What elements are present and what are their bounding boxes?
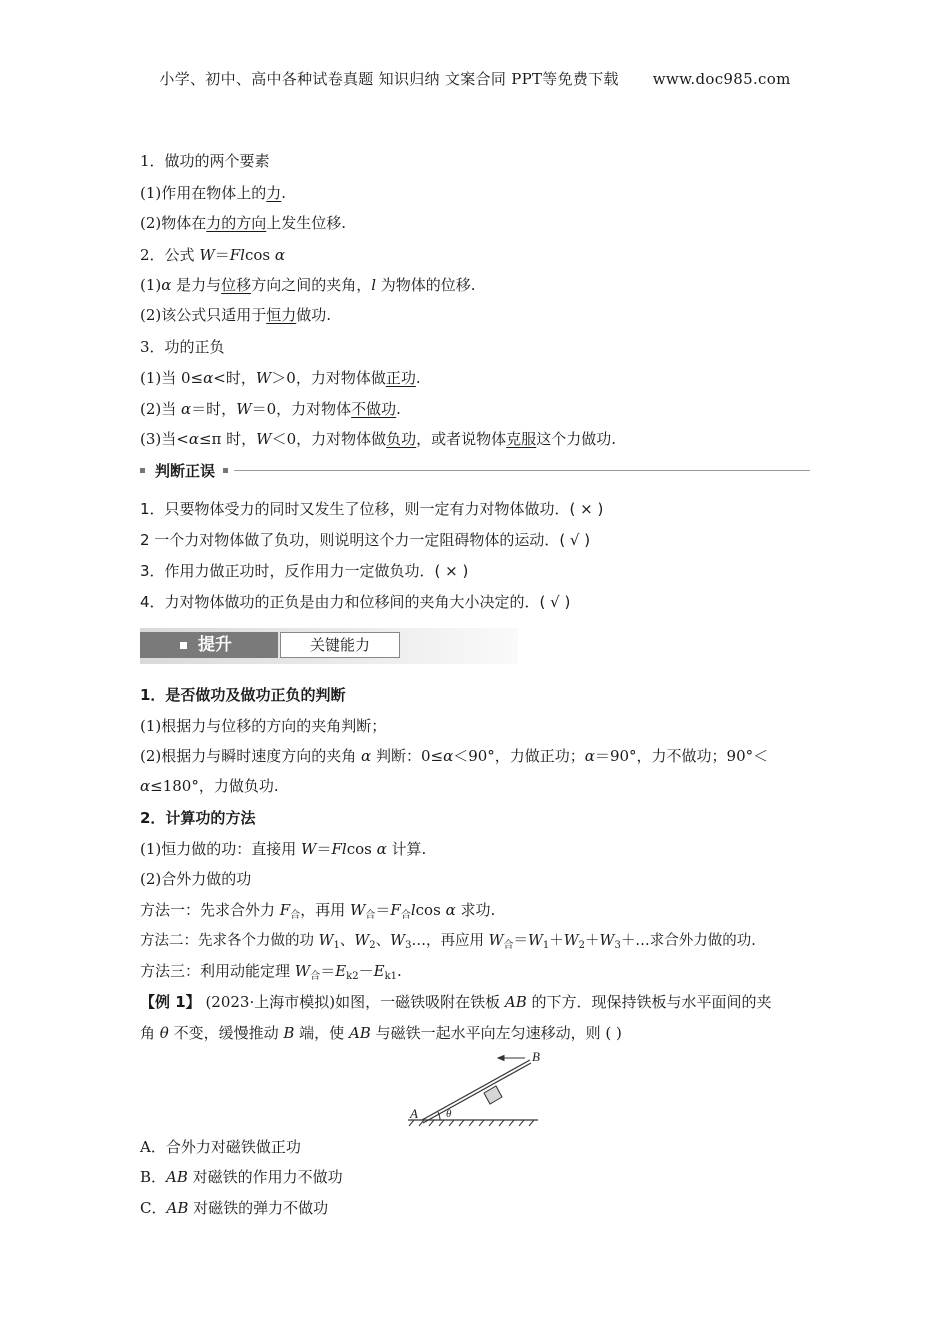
k2-m3: 方法三：利用动能定理 $W_合=E_{k2}-E_{k1}$. [140, 962, 402, 982]
label-theta: θ [446, 1108, 452, 1120]
judge-item-1: 1．只要物体受力的同时又发生了位移，则一定有力对物体做功．( × ) [140, 500, 604, 518]
judge-item-2: 2 一个力对物体做了负功，则说明这个力一定阻碍物体的运动．( √ ) [140, 531, 591, 549]
banner-square-icon [180, 642, 187, 649]
answer-blank: 负功 [386, 430, 417, 448]
k1-p3: α≤180°，力做负功. [140, 777, 279, 795]
example-tag: 【例 1】 [140, 993, 201, 1011]
s3-title: 3．功的正负 [140, 338, 225, 356]
judge-item-4: 4．力对物体做功的正负是由力和位移间的夹角大小决定的．( √ ) [140, 593, 571, 611]
s1-p2: (2)物体在力的方向上发生位移. [140, 214, 347, 232]
k1-p2: (2)根据力与瞬时速度方向的夹角 α 判断：0≤α＜90°，力做正功；α＝90°，力不做功；90°＜ [140, 747, 769, 765]
bullet-square-icon [140, 468, 145, 473]
answer-blank: 正功 [385, 369, 416, 387]
option-c: C．AB 对磁铁的弹力不做功 [140, 1199, 329, 1217]
judge-heading [140, 460, 810, 480]
option-b: B．AB 对磁铁的作用力不做功 [140, 1168, 343, 1186]
judge-item-3: 3．作用力做正功时，反作用力一定做负功．( × ) [140, 562, 469, 580]
push-arrow-icon [498, 1056, 525, 1061]
k2-title: 2．计算功的方法 [140, 809, 256, 827]
header-url[interactable]: www.doc985.com [652, 70, 791, 88]
s2-p2: (2)该公式只适用于恒力做功. [140, 306, 332, 324]
section-banner [140, 628, 518, 664]
answer-blank: 位移 [221, 276, 252, 294]
page-header [0, 68, 950, 89]
k1-p1: (1)根据力与位移的方向的夹角判断； [140, 717, 387, 735]
label-a: A [410, 1106, 418, 1121]
k2-m1: 方法一：先求合外力 $F_合$，再用 $W_合=F_合lcos$ α 求功. [140, 901, 496, 921]
example-line-2: 角 θ 不变，缓慢推动 B 端，使 AB 与磁铁一起水平向左匀速移动，则 ( ) [140, 1024, 622, 1042]
divider [234, 470, 810, 471]
answer-blank: 力的方向 [206, 214, 267, 232]
s2-title: 2．公式 W＝Flcos α [140, 246, 286, 264]
k2-p1: (1)恒力做的功：直接用 W＝Flcos α 计算. [140, 840, 427, 858]
banner-right: 关键能力 [280, 632, 400, 658]
s1-title: 1．做功的两个要素 [140, 152, 270, 170]
answer-blank: 克服 [506, 430, 537, 448]
k2-m2: 方法二：先求各个力做的功 $W_1$、$W_2$、$W_3\dots$，再应用 $W_合=W_1+W_2+W_3+\dots$求合外力做的功. [140, 933, 756, 951]
example-line-1: 【例 1】 (2023·上海市模拟)如图，一磁铁吸附在铁板 AB 的下方．现保持铁板与水平面间的夹 [140, 993, 772, 1011]
bullet-square-icon [223, 468, 228, 473]
answer-blank: 不做功 [351, 400, 397, 418]
incline-diagram [400, 1050, 550, 1128]
s3-c1: (1)当 0≤α<时，W＞0，力对物体做正功. [140, 369, 421, 387]
magnet-block [484, 1086, 502, 1104]
label-b: B [532, 1050, 540, 1064]
s2-p1: (1)α 是力与位移方向之间的夹角，l 为物体的位移. [140, 276, 476, 294]
s1-p1: (1)作用在物体上的力. [140, 184, 287, 202]
banner-left: 提升 [140, 632, 278, 658]
judge-title: 判断正误 [155, 461, 216, 480]
answer-blank: 恒力 [266, 306, 297, 324]
answer-blank: 力 [266, 184, 282, 202]
s3-c2: (2)当 α＝时，W＝0，力对物体不做功. [140, 400, 401, 418]
header-text: 小学、初中、高中各种试卷真题 知识归纳 文案合同 PPT等免费下载 [159, 70, 619, 88]
s3-c3: (3)当<α≤π 时，W＜0，力对物体做负功，或者说物体克服这个力做功. [140, 430, 616, 448]
option-a: A．合外力对磁铁做正功 [140, 1138, 301, 1156]
k1-title: 1．是否做功及做功正负的判断 [140, 686, 346, 704]
k2-p2: (2)合外力做的功 [140, 870, 252, 888]
